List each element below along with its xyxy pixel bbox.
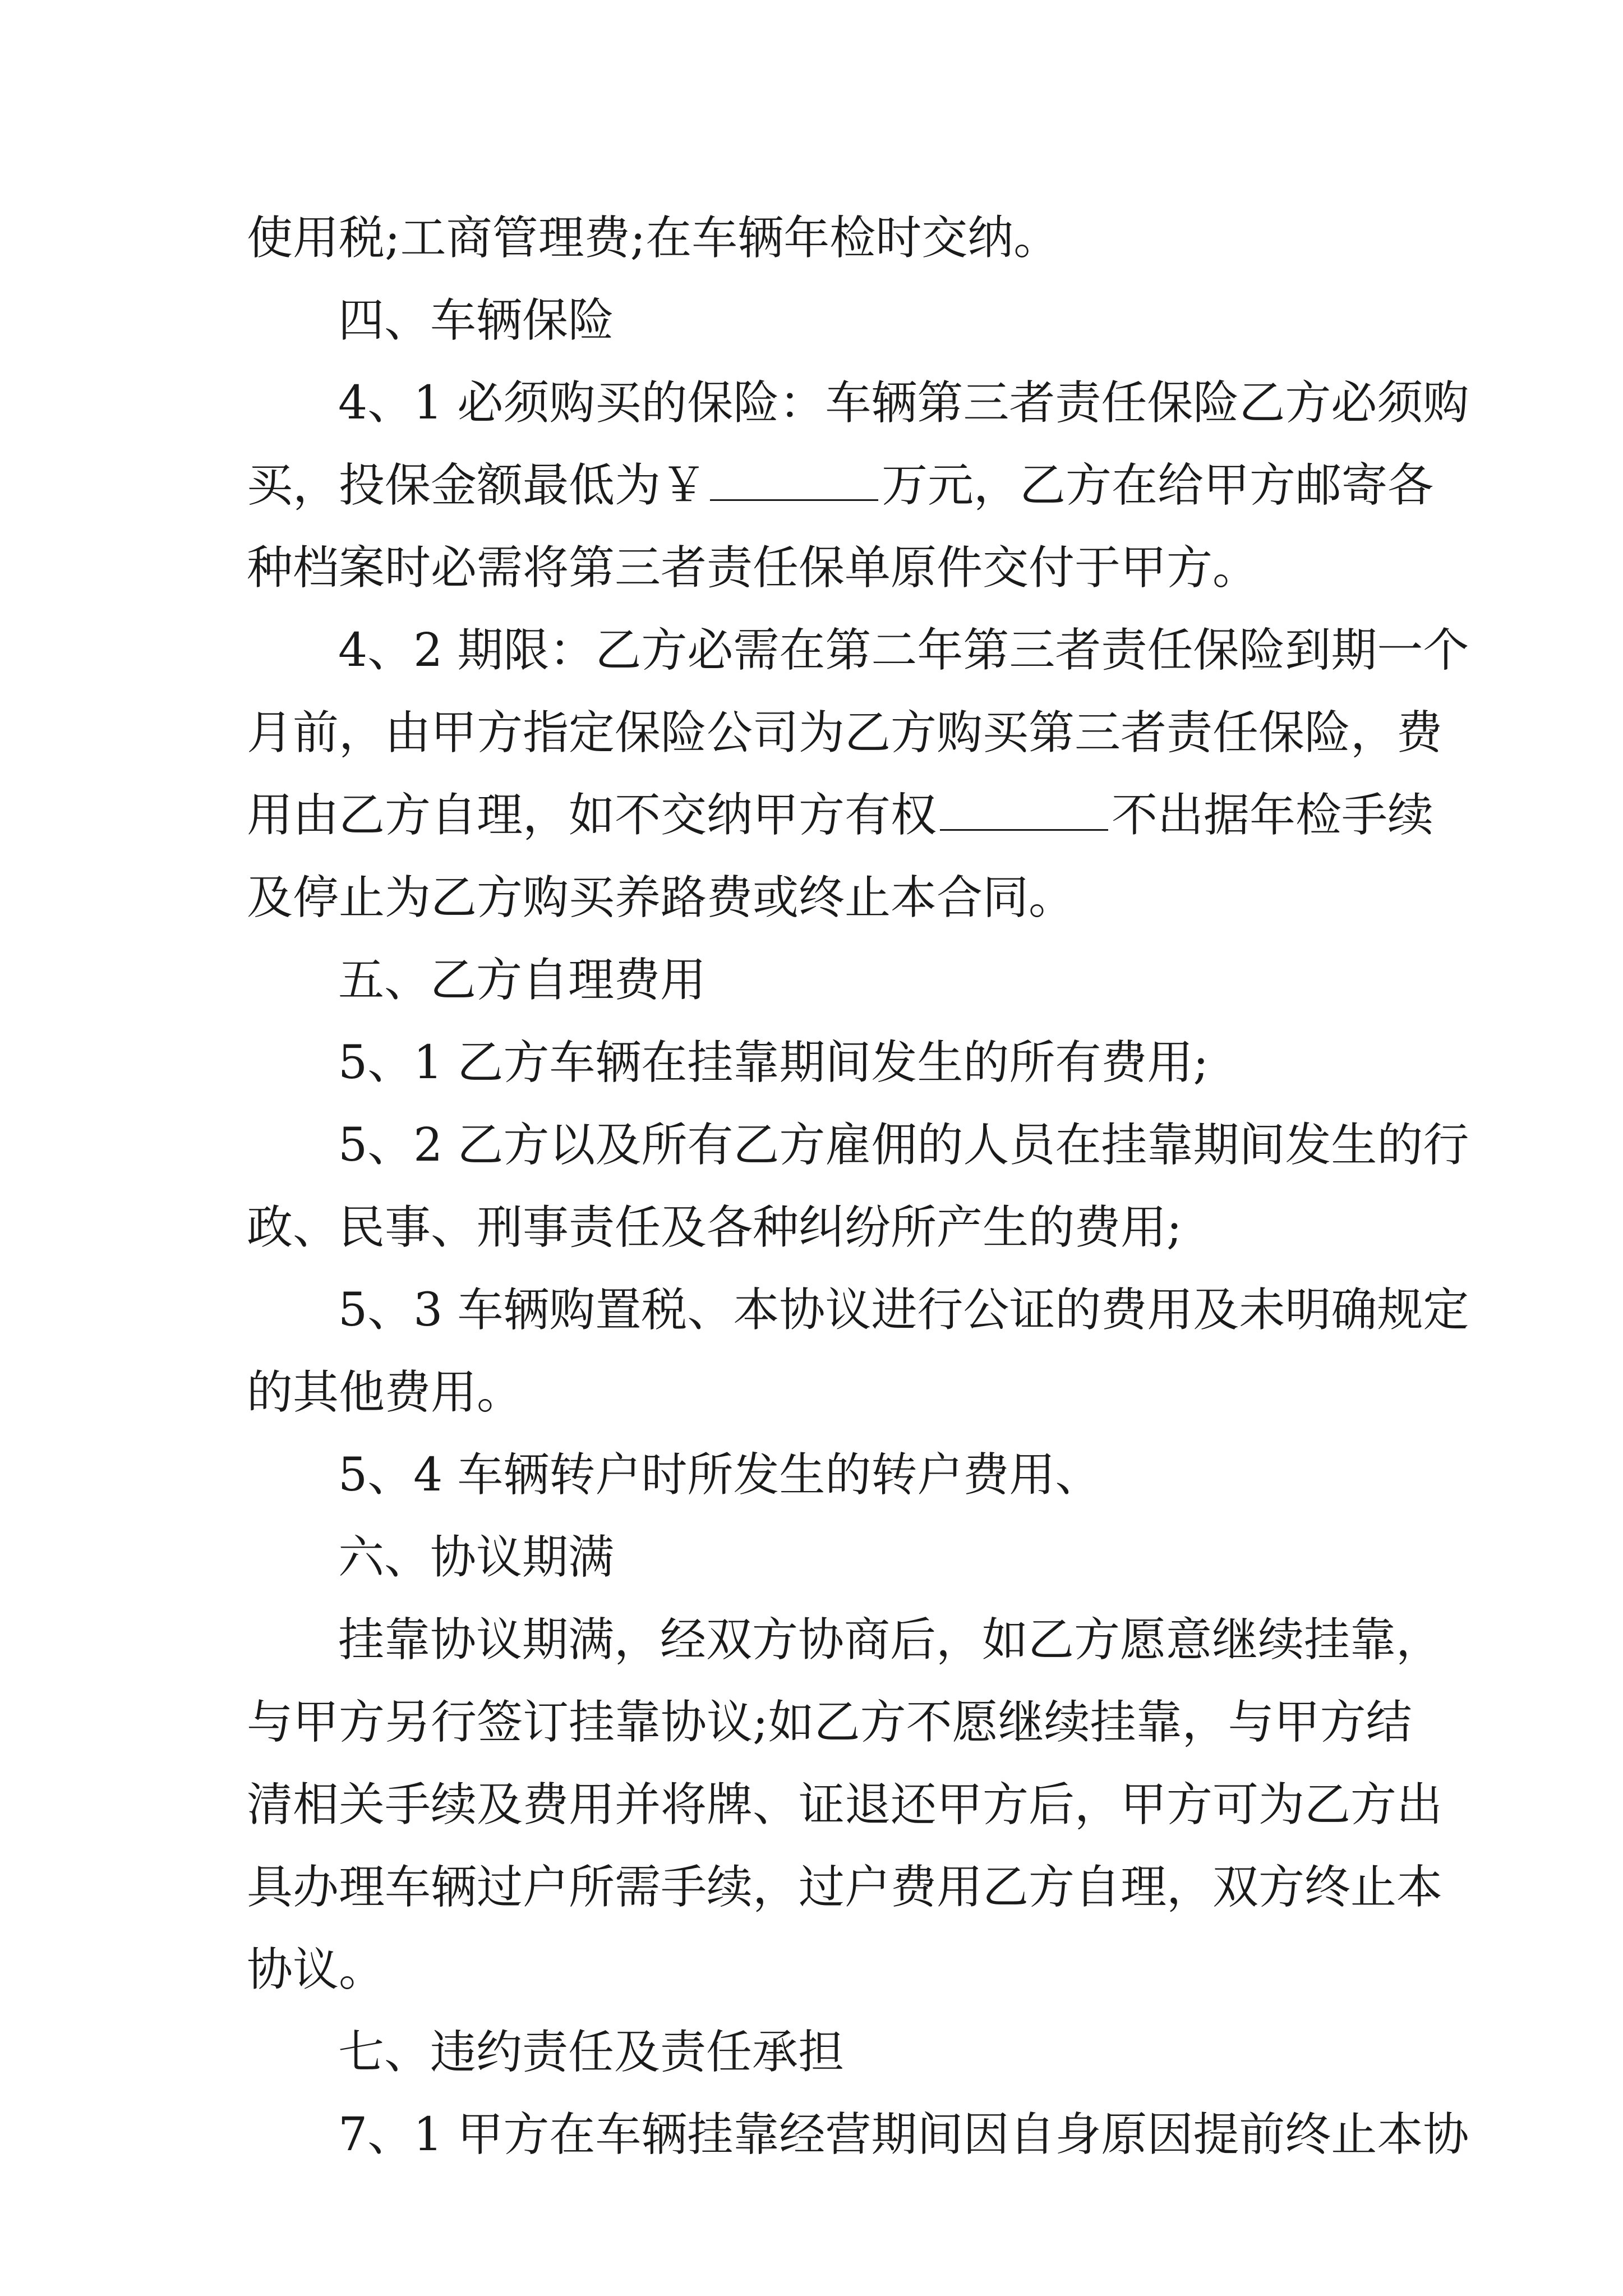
body-text-line: 使用税;工商管理费;在车辆年检时交纳。 — [247, 211, 1060, 265]
paragraph-start: 挂靠协议期满，经双方协商后，如乙方愿意继续挂靠， — [338, 1613, 1442, 1667]
body-text-line: 种档案时必需将第三者责任保单原件交付于甲方。 — [247, 541, 1259, 595]
clause-5-4: 5、4 车辆转户时所发生的转户费用、 — [338, 1448, 1101, 1502]
body-text-line: 与甲方另行签订挂靠协议;如乙方不愿继续挂靠，与甲方结 — [247, 1696, 1412, 1749]
text-before-blank: 用由乙方自理，如不交纳甲方有权 — [247, 789, 937, 842]
fill-in-blank — [710, 497, 878, 501]
section-heading-7: 七、违约责任及责任承担 — [338, 2026, 845, 2079]
fill-in-blank — [940, 827, 1108, 831]
body-text-line: 及停止为乙方购买养路费或终止本合同。 — [247, 871, 1075, 924]
body-text-line: 政、民事、刑事责任及各种纠纷所产生的费用; — [247, 1201, 1182, 1254]
body-text-line: 的其他费用。 — [247, 1366, 523, 1419]
clause-4-1: 4、1 必须购买的保险：车辆第三者责任保险乙方必须购 — [338, 376, 1469, 430]
clause-7-1: 7、1 甲方在车辆挂靠经营期间因自身原因提前终止本协 — [338, 2108, 1469, 2161]
section-heading-4: 四、车辆保险 — [338, 294, 615, 347]
text-before-blank: 买，投保金额最低为￥ — [247, 459, 707, 512]
text-after-blank: 万元，乙方在给甲方邮寄各 — [882, 459, 1434, 512]
body-text-line-with-blank — [247, 788, 1433, 844]
body-text-line: 清相关手续及费用并将牌、证退还甲方后，甲方可为乙方出 — [247, 1778, 1443, 1832]
body-text-line: 月前，由甲方指定保险公司为乙方购买第三者责任保险，费 — [247, 706, 1443, 760]
clause-5-2: 5、2 乙方以及所有乙方雇佣的人员在挂靠期间发生的行 — [338, 1119, 1469, 1172]
clause-5-3: 5、3 车辆购置税、本协议进行公证的费用及未明确规定 — [338, 1283, 1469, 1337]
clause-5-1: 5、1 乙方车辆在挂靠期间发生的所有费用; — [338, 1036, 1209, 1089]
body-text-line: 协议。 — [247, 1943, 385, 1996]
section-heading-6: 六、协议期满 — [338, 1531, 615, 1584]
body-text-line-with-blank — [247, 458, 1433, 514]
clause-4-2: 4、2 期限：乙方必需在第二年第三者责任保险到期一个 — [338, 624, 1469, 677]
body-text-line: 具办理车辆过户所需手续，过户费用乙方自理，双方终止本 — [247, 1861, 1443, 1914]
section-heading-5: 五、乙方自理费用 — [338, 954, 707, 1007]
text-after-blank: 不出据年检手续 — [1112, 789, 1434, 842]
